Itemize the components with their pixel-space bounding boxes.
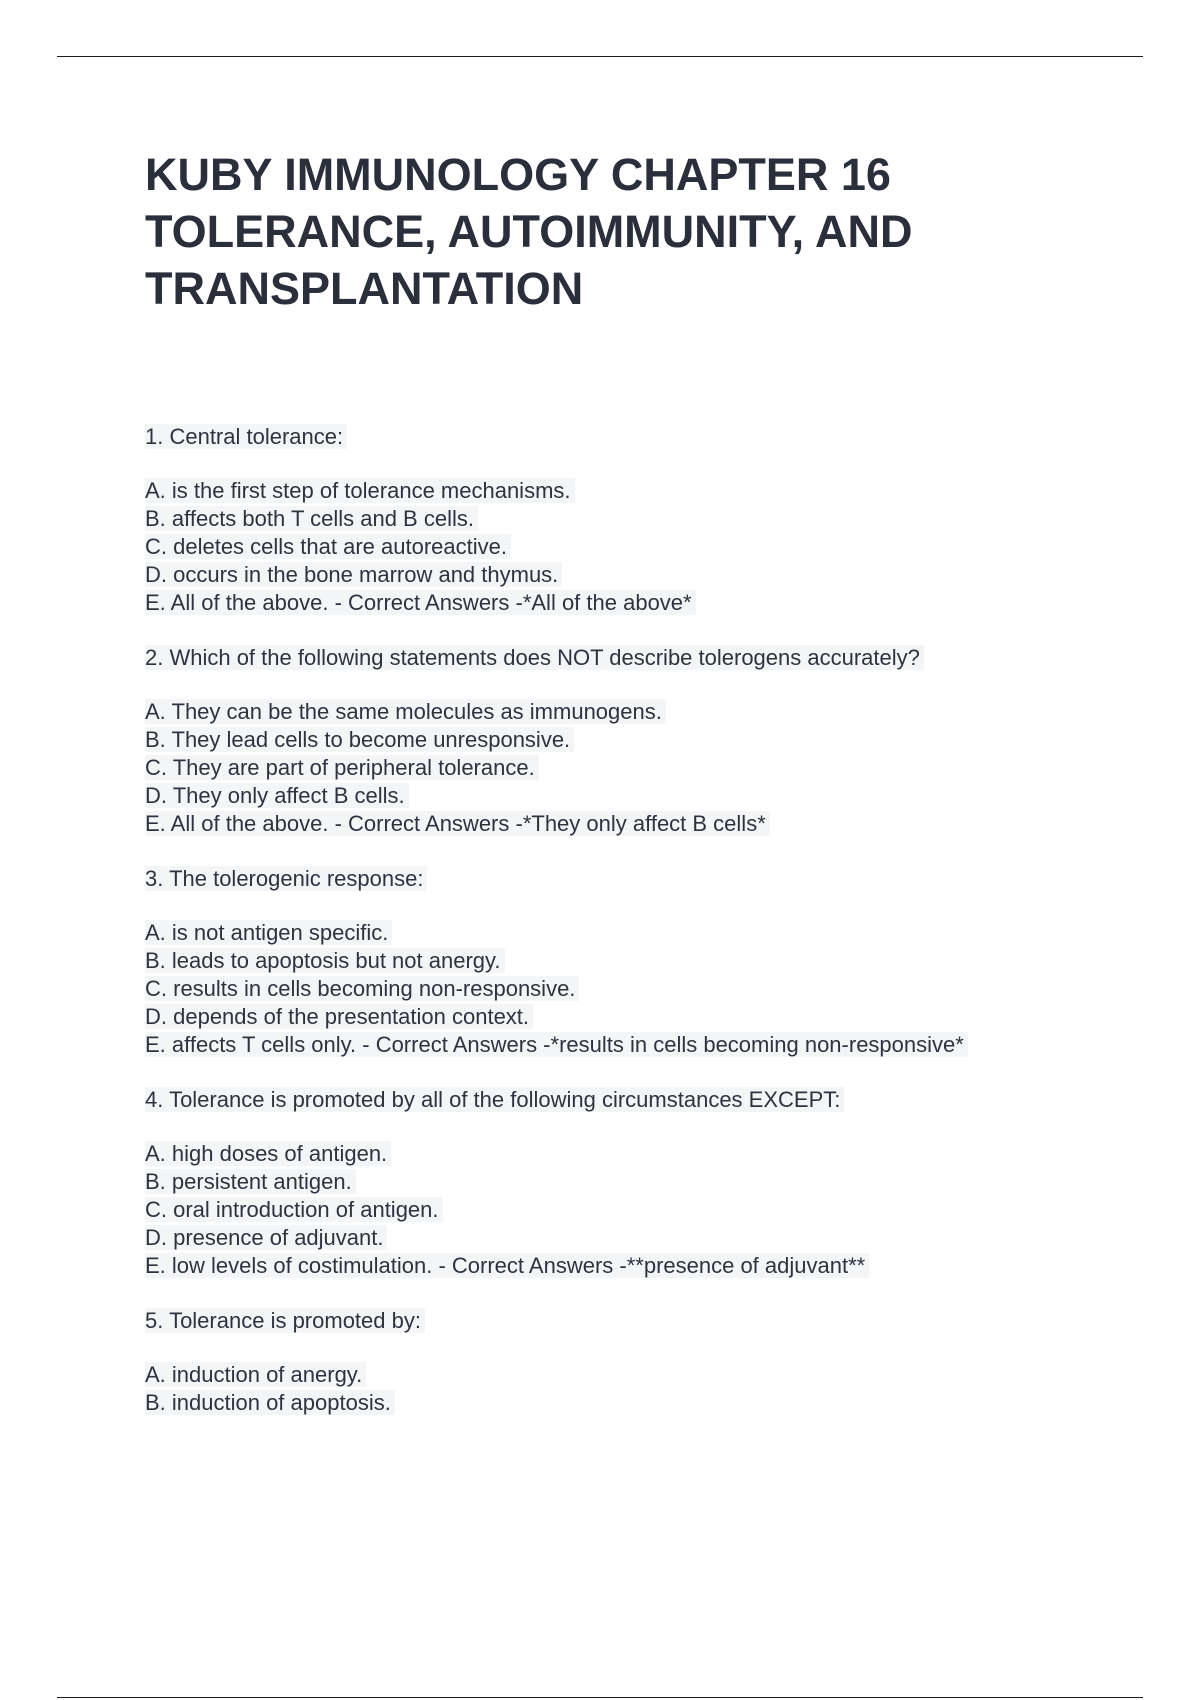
question-text-label: 3. The tolerogenic response: — [145, 866, 427, 891]
answer-option-label: A. induction of anergy. — [145, 1362, 366, 1387]
answer-option — [145, 1389, 1145, 1417]
answer-option — [145, 726, 1145, 754]
answer-option-label: D. occurs in the bone marrow and thymus. — [145, 562, 562, 587]
question-text — [145, 644, 1145, 672]
answer-option-label: B. affects both T cells and B cells. — [145, 506, 478, 531]
answer-option-label: E. All of the above. - Correct Answers -*All of the above* — [145, 590, 696, 615]
footer-rule — [57, 1697, 1143, 1698]
answer-options — [145, 919, 1145, 1059]
answer-option-label: E. All of the above. - Correct Answers -*They only affect B cells* — [145, 811, 770, 836]
answer-option-label: C. results in cells becoming non-responsive. — [145, 976, 579, 1001]
answer-option-label: B. induction of apoptosis. — [145, 1390, 395, 1415]
question-text-label: 2. Which of the following statements does NOT describe tolerogens accurately? — [145, 645, 924, 670]
answer-option — [145, 477, 1145, 505]
answer-option — [145, 1196, 1145, 1224]
answer-option — [145, 919, 1145, 947]
answer-option-label: B. persistent antigen. — [145, 1169, 356, 1194]
answer-option — [145, 1140, 1145, 1168]
answer-option-label: D. They only affect B cells. — [145, 783, 409, 808]
header-rule — [57, 56, 1143, 57]
answer-option — [145, 698, 1145, 726]
document-title: KUBY IMMUNOLOGY CHAPTER 16 TOLERANCE, AUTOIMMUNITY, AND TRANSPLANTATION — [145, 149, 913, 314]
question-1 — [145, 423, 1145, 617]
answer-option-label: A. high doses of antigen. — [145, 1141, 391, 1166]
answer-option-label: D. presence of adjuvant. — [145, 1225, 387, 1250]
question-3 — [145, 865, 1145, 1059]
answer-option — [145, 754, 1145, 782]
answer-option-label: E. affects T cells only. - Correct Answers -*results in cells becoming non-responsive* — [145, 1032, 968, 1057]
answer-options — [145, 1361, 1145, 1417]
answer-option — [145, 947, 1145, 975]
answer-option — [145, 533, 1145, 561]
question-2 — [145, 644, 1145, 838]
answer-option — [145, 1031, 1145, 1059]
question-text-label: 4. Tolerance is promoted by all of the following circumstances EXCEPT: — [145, 1087, 844, 1112]
answer-option — [145, 782, 1145, 810]
question-list — [145, 423, 1145, 1444]
answer-option-label: C. deletes cells that are autoreactive. — [145, 534, 511, 559]
answer-option-label: B. They lead cells to become unresponsive. — [145, 727, 574, 752]
question-text-label: 1. Central tolerance: — [145, 424, 347, 449]
question-4 — [145, 1086, 1145, 1280]
answer-option — [145, 589, 1145, 617]
answer-option-label: A. is the first step of tolerance mechanisms. — [145, 478, 575, 503]
answer-option-label: C. oral introduction of antigen. — [145, 1197, 443, 1222]
answer-option — [145, 975, 1145, 1003]
answer-option — [145, 1361, 1145, 1389]
answer-option — [145, 1224, 1145, 1252]
question-text — [145, 1307, 1145, 1335]
question-text-label: 5. Tolerance is promoted by: — [145, 1308, 425, 1333]
answer-option — [145, 1168, 1145, 1196]
answer-options — [145, 477, 1145, 617]
answer-option-label: E. low levels of costimulation. - Correct Answers -**presence of adjuvant** — [145, 1253, 869, 1278]
question-5 — [145, 1307, 1145, 1417]
answer-option-label: A. They can be the same molecules as immunogens. — [145, 699, 666, 724]
answer-option-label: C. They are part of peripheral tolerance. — [145, 755, 539, 780]
question-text — [145, 1086, 1145, 1114]
question-text — [145, 423, 1145, 451]
answer-option — [145, 1003, 1145, 1031]
answer-option-label: B. leads to apoptosis but not anergy. — [145, 948, 505, 973]
answer-option-label: A. is not antigen specific. — [145, 920, 392, 945]
answer-option — [145, 1252, 1145, 1280]
answer-option-label: D. depends of the presentation context. — [145, 1004, 533, 1029]
answer-option — [145, 561, 1145, 589]
answer-options — [145, 698, 1145, 838]
answer-option — [145, 505, 1145, 533]
answer-options — [145, 1140, 1145, 1280]
question-text — [145, 865, 1145, 893]
answer-option — [145, 810, 1145, 838]
